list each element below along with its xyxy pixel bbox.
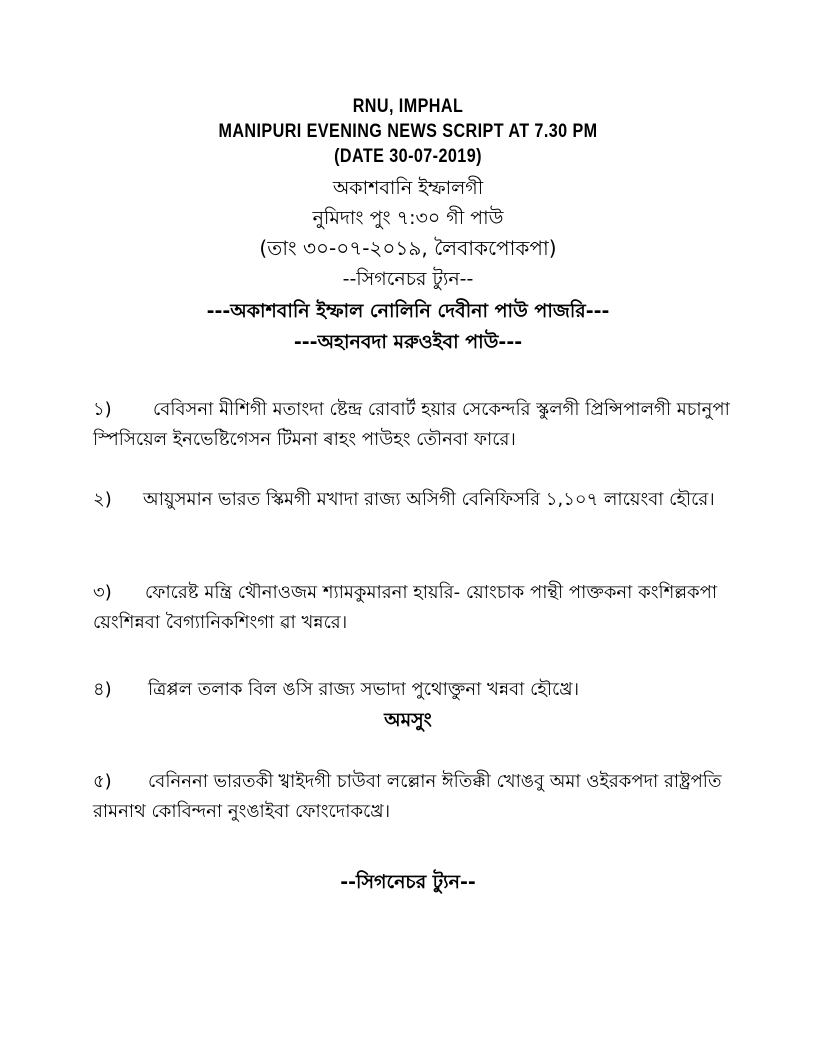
item-number: ১) <box>93 399 112 420</box>
org-heading: RNU, IMPHAL <box>352 96 464 117</box>
news-item <box>93 767 733 827</box>
item-text: বেনিননা ভারতকী খ্বাইদগী চাউবা লল্লোন ঈতিক্কী খোঙবু অমা ওইরকপদা রাষ্ট্রপতি রামনাথ কোবিন্দনা নুংঙাইবা ফোংদোকখ্রে। <box>93 771 722 822</box>
footer-signature-tune: --সিগনেচর ট্যুন-- <box>340 871 476 893</box>
item-number: ৫) <box>93 771 112 792</box>
script-date: (DATE 30-07-2019) <box>334 146 482 167</box>
separator: অমসুং <box>384 709 432 731</box>
bn-time: নুমিদাং পুং ৭:৩০ গী পাউ <box>312 207 504 229</box>
script-title: MANIPURI EVENING NEWS SCRIPT AT 7.30 PM <box>218 121 598 142</box>
bn-date: (তাং ৩০-০৭-২০১৯, লৈবাকপোকপা) <box>259 236 557 260</box>
item-text: বেবিসনা মীশিগী মতাংদা ষ্টেন্দ্র রোবার্ট হয়ার সেকেন্দরি স্কুলগী প্রিন্সিপালগী মচানুপা স্পিসিয়েল ইনভেষ্টিগেসন টিমনা ৰাহং পাউহং তৌনবা ফারে। <box>93 399 730 450</box>
item-text: আয়ুসমান ভারত স্কিমগী মখাদা রাজ্য অসিগী বেনিফিসরি ১,১০৭ লায়েংবা হৌরে। <box>143 489 715 510</box>
bn-station: অকাশবানি ইম্ফালগী <box>332 177 484 199</box>
headlines-line: ---অহানবদা মরুওইবা পাউ--- <box>293 331 523 353</box>
news-item <box>93 485 733 515</box>
item-number: ৩) <box>93 582 112 603</box>
item-text: ত্রিপ্পল তলাক বিল ঙসি রাজ্য সভাদা পুথোক্তুনা খন্নবা হৌখ্রে। <box>148 679 580 700</box>
presenter-line: ---অকাশবানি ইম্ফাল নোলিনি দেবীনা পাউ পাজরি--- <box>206 300 610 322</box>
news-item <box>93 578 733 638</box>
news-item <box>93 395 733 455</box>
news-item <box>93 675 733 705</box>
signature-tune: --সিগনেচর ট্যুন-- <box>342 268 474 290</box>
item-number: ৪) <box>93 679 112 700</box>
item-text: ফোরেষ্ট মন্ত্রি থৌনাওজম শ্যামকুমারনা হায়রি- য়োংচাক পান্থী পাক্তকনা কংশিল্লকপা য়েংশিন্নবা বৈগ্যানিকশিংগা ৱা খন্নরে। <box>93 582 718 633</box>
item-number: ২) <box>93 489 112 510</box>
